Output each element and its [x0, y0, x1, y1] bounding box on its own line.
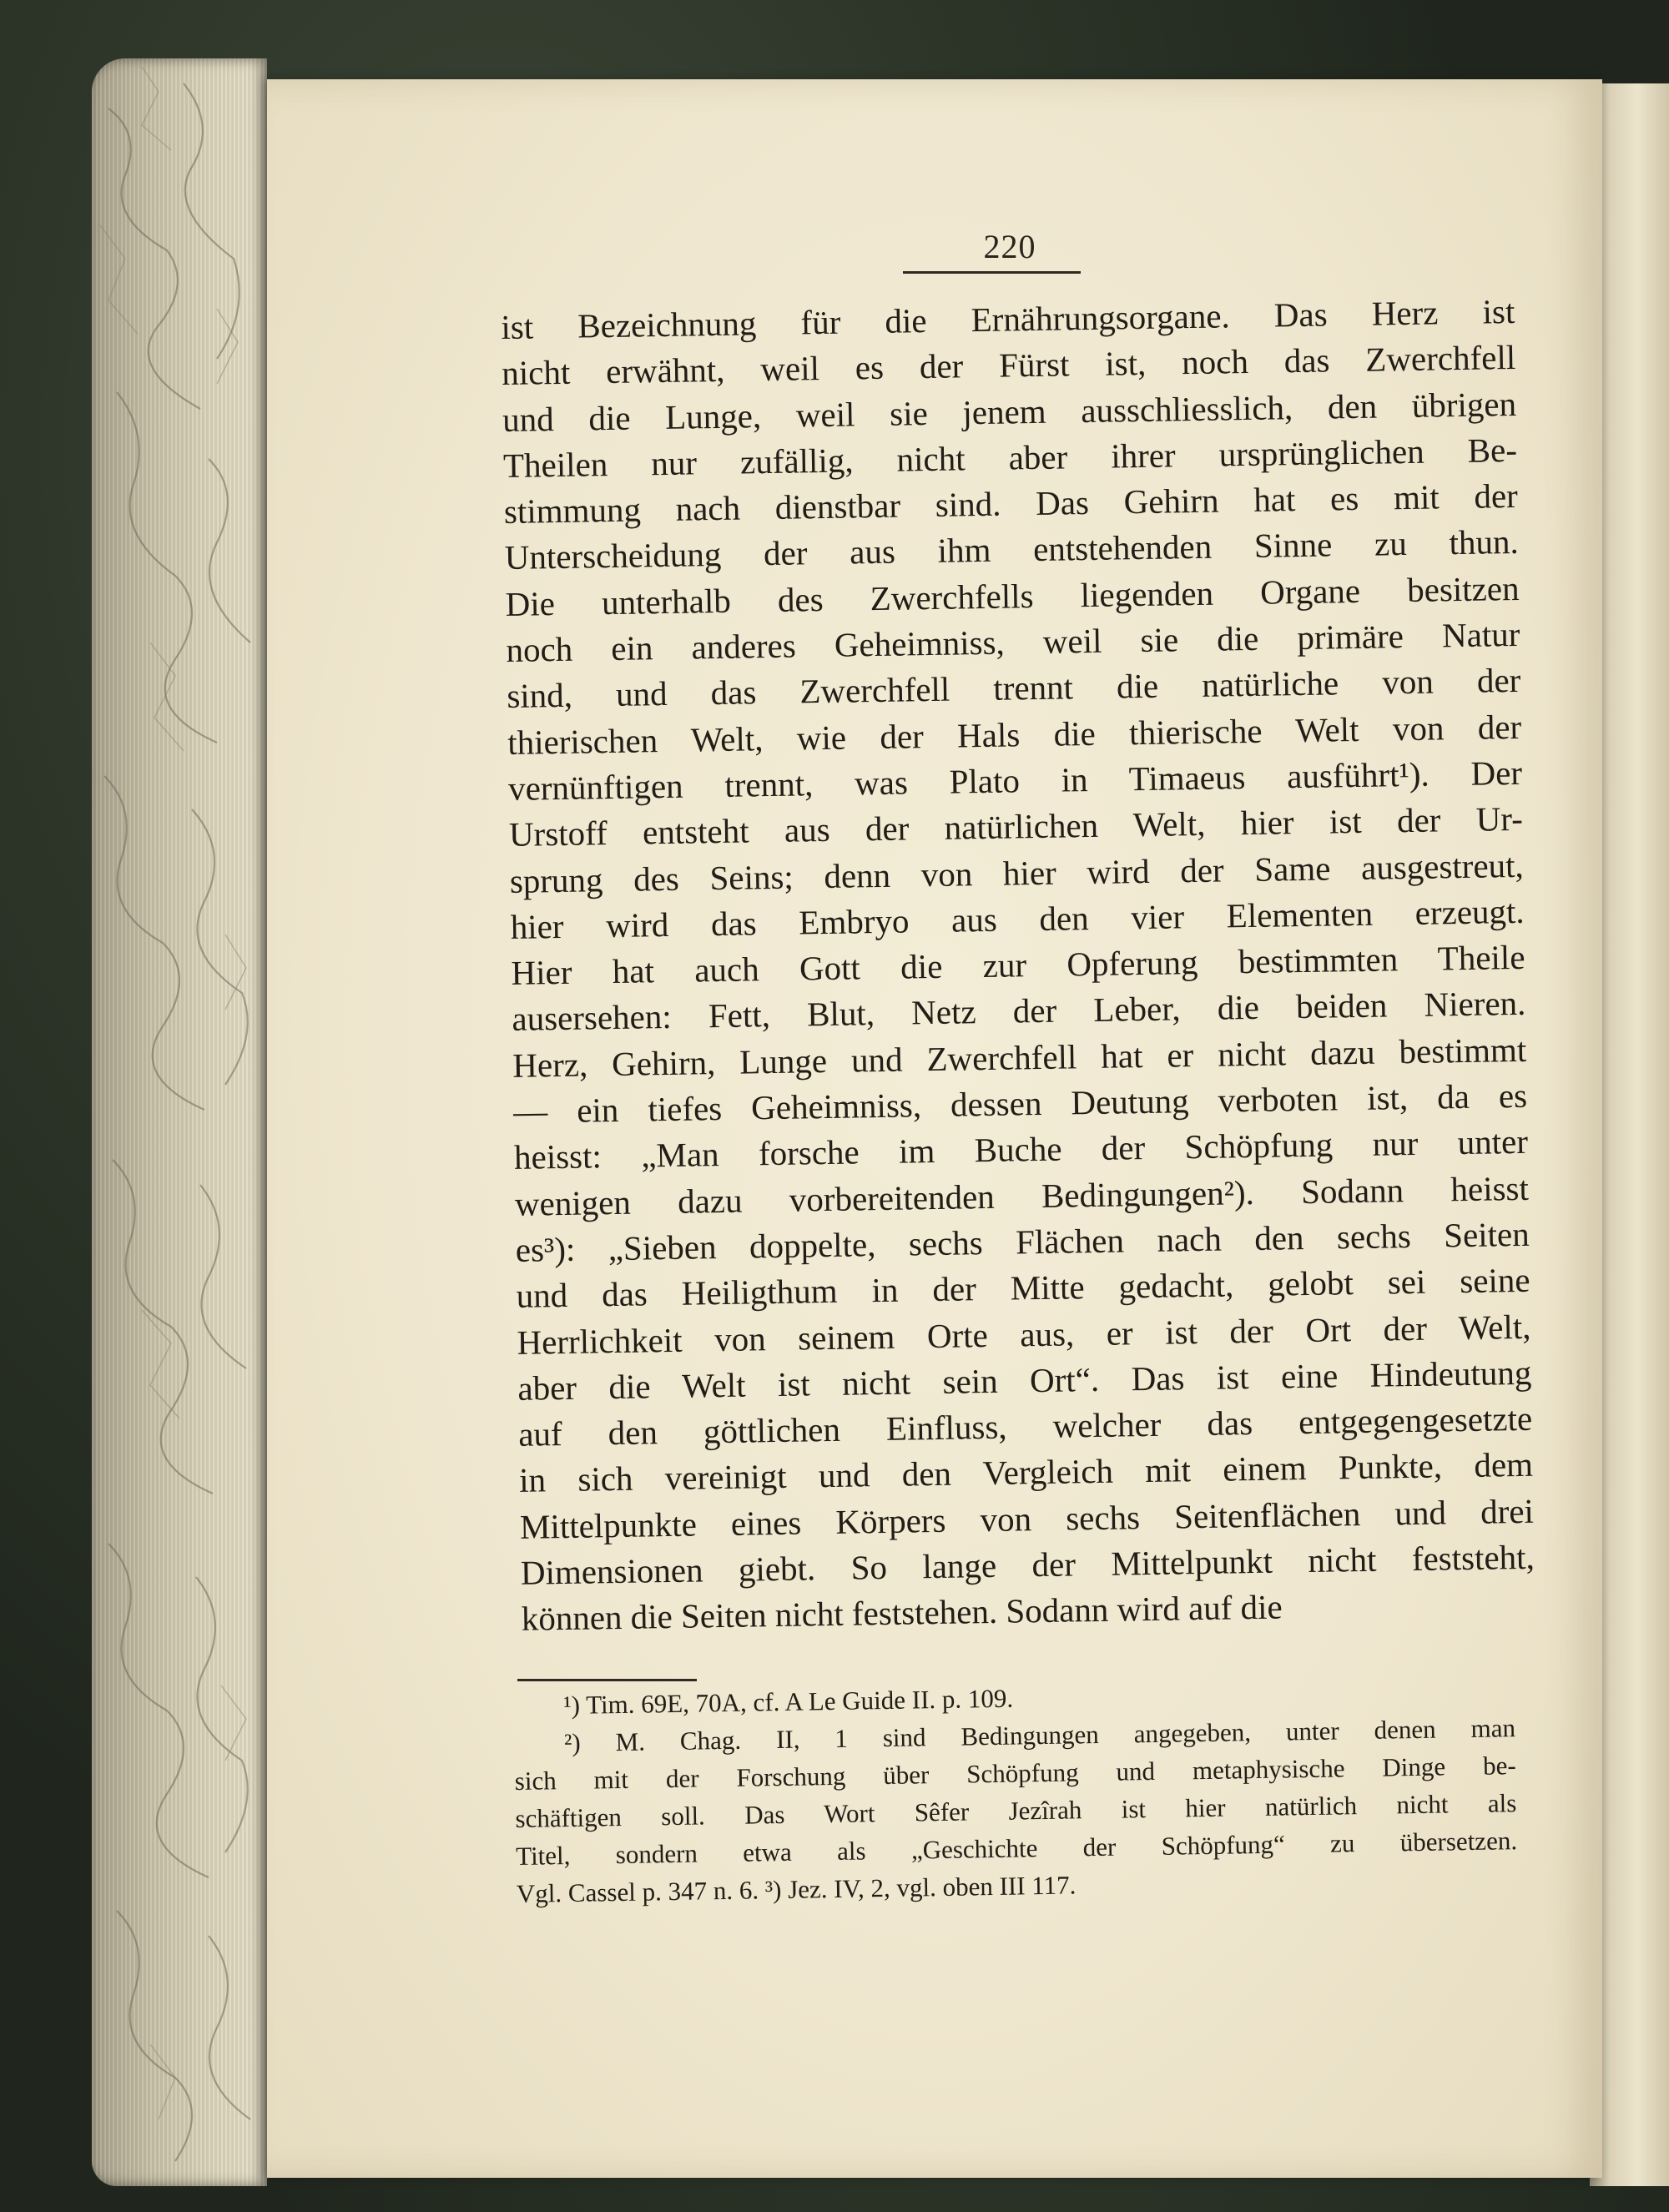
- footnote-line: Vgl. Cassel p. 347 n. 6. ³) Jez. IV, 2, vgl. oben III 117.: [516, 1870, 1077, 1908]
- footnote-line: Titel, sondern etwa als „Geschichte der Schöpfung“ zu übersetzen.: [515, 1826, 1518, 1871]
- text-line: vernünftigen trennt, was Plato in Timaeus ausführt¹). Der: [507, 753, 1523, 808]
- text-line: es³): „Sieben doppelte, sechs Flächen nach den sechs Seiten: [515, 1214, 1530, 1269]
- text-line: Urstoff entsteht aus der natürlichen Welt, hier ist der Ur-: [508, 799, 1524, 854]
- page-number: 220: [983, 228, 1036, 265]
- text-line: Mittelpunkte eines Körpers von sechs Seitenflächen und drei: [519, 1491, 1535, 1546]
- text-line: in sich vereinigt und den Vergleich mit einem Punkte, dem: [518, 1445, 1534, 1500]
- text-line: Unterscheidung der aus ihm entstehenden Sinne zu thun.: [504, 522, 1519, 577]
- text-line: hier wird das Embryo aus den vier Elementen erzeugt.: [510, 891, 1525, 946]
- page-number-rule: [903, 271, 1081, 274]
- text-line: Herz, Gehirn, Lunge und Zwerchfell hat er nicht dazu bestimmt: [512, 1030, 1527, 1085]
- text-line: und das Heiligthum in der Mitte gedacht, gelobt sei seine: [516, 1261, 1530, 1316]
- text-line: Die unterhalb des Zwerchfells liegenden Organe besitzen: [505, 568, 1520, 623]
- page-fore-edge: [92, 58, 267, 2186]
- text-line: sprung des Seins; denn von hier wird der Same ausgestreut,: [509, 845, 1525, 900]
- footnote-line: ²) M. Chag. II, 1 sind Bedingungen angegeben, unter denen man: [563, 1713, 1516, 1758]
- text-line: — ein tiefes Geheimniss, dessen Deutung verboten ist, da es: [512, 1076, 1528, 1131]
- text-line: ausersehen: Fett, Blut, Netz der Leber, die beiden Nieren.: [512, 984, 1526, 1039]
- body-text: [501, 289, 1535, 1642]
- footnote-separator: [517, 1679, 697, 1681]
- text-line: ist Bezeichnung für die Ernährungsorgane. Das Herz ist: [501, 291, 1515, 346]
- text-line: aber die Welt ist nicht sein Ort“. Das ist eine Hindeutung: [517, 1353, 1532, 1408]
- text-line: und die Lunge, weil sie jenem ausschliesslich, den übrigen: [502, 384, 1517, 439]
- text-line: noch ein anderes Geheimniss, weil sie die primäre Natur: [506, 614, 1520, 670]
- footnote-line: sich mit der Forschung über Schöpfung und metaphysische Dinge be-: [514, 1751, 1516, 1796]
- footnote-line: ¹) Tim. 69E, 70A, cf. A Le Guide II. p. 109.: [563, 1683, 1014, 1721]
- text-line: Hier hat auch Gott die zur Opferung bestimmten Theile: [511, 937, 1525, 993]
- text-line: Dimensionen giebt. So lange der Mittelpunkt nicht feststeht,: [520, 1537, 1535, 1592]
- text-line: thierischen Welt, wie der Hals die thierische Welt von der: [507, 707, 1522, 762]
- footnotes: [513, 1671, 1518, 1912]
- text-line: heisst: „Man forsche im Buche der Schöpfung nur unter: [513, 1122, 1529, 1177]
- text-line: auf den göttlichen Einfluss, welcher das entgegengesetzte: [517, 1398, 1533, 1454]
- text-line: Herrlichkeit von seinem Orte aus, er ist der Ort der Welt,: [517, 1307, 1531, 1362]
- text-line: können die Seiten nicht feststehen. Sodann wird auf die: [521, 1587, 1283, 1639]
- text-line: Theilen nur zufällig, nicht aber ihrer ursprünglichen Be-: [502, 430, 1518, 485]
- marbled-edge-pattern: [92, 58, 267, 2186]
- text-line: nicht erwähnt, weil es der Fürst ist, noch das Zwerchfell: [501, 338, 1516, 393]
- text-line: sind, und das Zwerchfell trennt die natürliche von der: [507, 661, 1521, 716]
- text-line: stimmung nach dienstbar sind. Das Gehirn hat es mit der: [503, 476, 1519, 532]
- footnote-line: schäftigen soll. Das Wort Sêfer Jezîrah ist hier natürlich nicht als: [515, 1788, 1517, 1833]
- text-line: wenigen dazu vorbereitenden Bedingungen²). Sodann heisst: [514, 1168, 1530, 1223]
